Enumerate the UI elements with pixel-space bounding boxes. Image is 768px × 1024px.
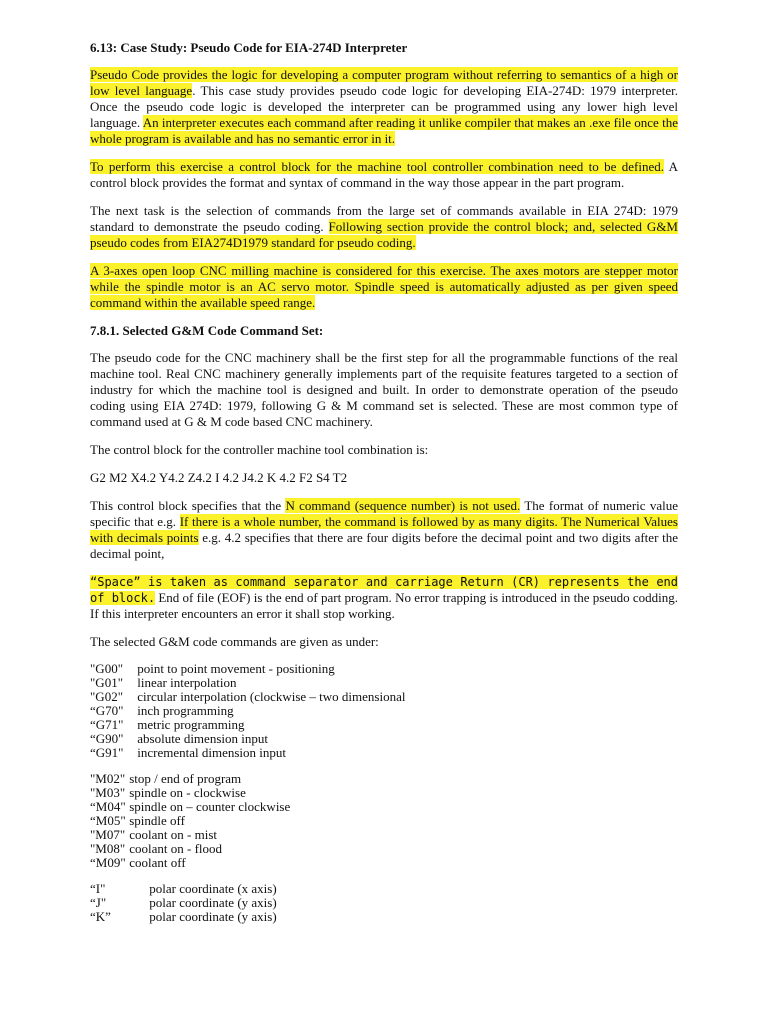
command-code: "G00" xyxy=(90,661,124,676)
command-code: "M07" xyxy=(90,827,126,842)
text-run: e.g. 4.2 specifies that there are four digits before the decimal point and two digits after the decimal point, xyxy=(90,530,678,561)
command-description: inch programming xyxy=(137,703,234,718)
list-item xyxy=(90,842,678,856)
text-run: The next task is the selection of commands from the large set of commands available in EIA 274D: 1979 standard to demonstrate the pseudo coding. xyxy=(90,203,678,234)
highlight: N command (sequence number) is not used. xyxy=(285,498,521,513)
command-code: “M05" xyxy=(90,813,126,828)
command-description: point to point movement - positioning xyxy=(137,661,335,676)
highlight: “Space” is taken as command separator and carriage Return (CR) represents the end of block. xyxy=(90,575,678,605)
section-heading-6-13: 6.13: Case Study: Pseudo Code for EIA-274D Interpreter xyxy=(90,40,408,55)
highlight: A 3-axes open loop CNC milling machine is considered for this exercise. The axes motors are stepper motor while the spindle motor is an AC servo motor. Spindle speed is automatically adjusted as per given speed command within the available speed range. xyxy=(90,263,678,310)
command-description: linear interpolation xyxy=(137,675,237,690)
command-description: polar coordinate (x axis) xyxy=(149,881,277,896)
list-item xyxy=(90,786,678,800)
command-description: polar coordinate (y axis) xyxy=(149,895,277,910)
command-description: metric programming xyxy=(137,717,245,732)
command-description: spindle on – counter clockwise xyxy=(129,799,291,814)
command-code: "M02" xyxy=(90,771,126,786)
paragraph-cnc-machinery: The pseudo code for the CNC machinery shall be the first step for all the programmable functions of the real machine tool. Real CNC machinery generally implements part of the requisite features targeted to a section of industry for which the machine tool is designed and built. In order to demonstrate operation of the pseudo coding using EIA 274D: 1979, following G & M command set is selected. These are most common type of command used at G & M code based CNC machinery. xyxy=(90,350,678,429)
paragraph-command-selection xyxy=(90,203,678,251)
highlight: Pseudo Code provides the logic for developing a computer program without referring to semantics of a high or low level language xyxy=(90,67,678,98)
paragraph-pseudo-code-intro xyxy=(90,67,678,147)
ijk-code-list xyxy=(90,882,678,924)
list-item xyxy=(90,676,678,690)
command-description: stop / end of program xyxy=(129,771,242,786)
text-run: A control block provides the format and syntax of command in the way those appear in the part program. xyxy=(90,159,678,190)
list-item xyxy=(90,856,678,870)
paragraph-commands-intro: The selected G&M code commands are given as under: xyxy=(90,634,379,649)
list-item xyxy=(90,772,678,786)
command-code: “M09" xyxy=(90,855,126,870)
command-description: coolant on - flood xyxy=(129,841,223,856)
command-code: “K” xyxy=(90,909,111,924)
text-run: End of file (EOF) is the end of part program. No error trapping is introduced in the pseudo codding. If this interpreter encounters an error it shall stop working. xyxy=(90,590,678,621)
list-item xyxy=(90,800,678,814)
list-item xyxy=(90,828,678,842)
command-code: “I" xyxy=(90,881,106,896)
list-item xyxy=(90,814,678,828)
highlight: To perform this exercise a control block for the machine tool controller combination need to be defined. xyxy=(90,159,664,174)
control-block-line: G2 M2 X4.2 Y4.2 Z4.2 I 4.2 J4.2 K 4.2 F2 S4 T2 xyxy=(90,470,348,485)
list-item xyxy=(90,896,678,910)
command-description: absolute dimension input xyxy=(137,731,268,746)
list-item xyxy=(90,662,678,676)
paragraph-control-block xyxy=(90,159,678,191)
m-code-list xyxy=(90,772,678,870)
command-code: "M03" xyxy=(90,785,126,800)
command-code: “J" xyxy=(90,895,107,910)
command-code: "G02" xyxy=(90,689,124,704)
command-description: coolant off xyxy=(129,855,186,870)
list-item xyxy=(90,690,678,704)
command-description: polar coordinate (y axis) xyxy=(149,909,277,924)
command-code: “G90" xyxy=(90,731,124,746)
list-item xyxy=(90,882,678,896)
paragraph-control-block-spec xyxy=(90,498,678,562)
text-run: . This case study provides pseudo code logic for developing EIA-274D: 1979 interpreter. Once the pseudo code logic is developed the interpreter can be programmed using any lower high level language. xyxy=(90,83,679,130)
command-code: “G70" xyxy=(90,703,124,718)
command-code: “G91" xyxy=(90,745,124,760)
command-description: spindle off xyxy=(129,813,185,828)
command-description: coolant on - mist xyxy=(129,827,217,842)
command-code: “G71" xyxy=(90,717,124,732)
highlight: An interpreter executes each command after reading it unlike compiler that makes an .exe file once the whole program is available and has no semantic error in it. xyxy=(90,115,678,146)
command-code: “M04" xyxy=(90,799,126,814)
command-code: "G01" xyxy=(90,675,124,690)
command-description: circular interpolation (clockwise – two dimensional xyxy=(137,689,406,704)
text-run: The format of numeric value specific that e.g. xyxy=(90,498,678,529)
list-item xyxy=(90,732,678,746)
paragraph-control-block-intro: The control block for the controller machine tool combination is: xyxy=(90,442,429,457)
paragraph-machine-description xyxy=(90,263,678,311)
section-heading-7-8-1: 7.8.1. Selected G&M Code Command Set: xyxy=(90,323,324,338)
command-description: spindle on - clockwise xyxy=(129,785,246,800)
list-item xyxy=(90,704,678,718)
command-description: incremental dimension input xyxy=(137,745,286,760)
paragraph-separator-rules xyxy=(90,574,678,622)
document-body xyxy=(90,40,678,936)
text-run: This control block specifies that the xyxy=(90,498,286,513)
g-code-list xyxy=(90,662,678,760)
command-code: "M08" xyxy=(90,841,126,856)
highlight: If there is a whole number, the command is followed by as many digits. The Numerical Values with decimals points xyxy=(90,514,678,545)
list-item xyxy=(90,718,678,732)
list-item xyxy=(90,910,678,924)
highlight: Following section provide the control block; and, selected G&M pseudo codes from EIA274D1979 standard for pseudo coding. xyxy=(90,219,678,250)
list-item xyxy=(90,746,678,760)
